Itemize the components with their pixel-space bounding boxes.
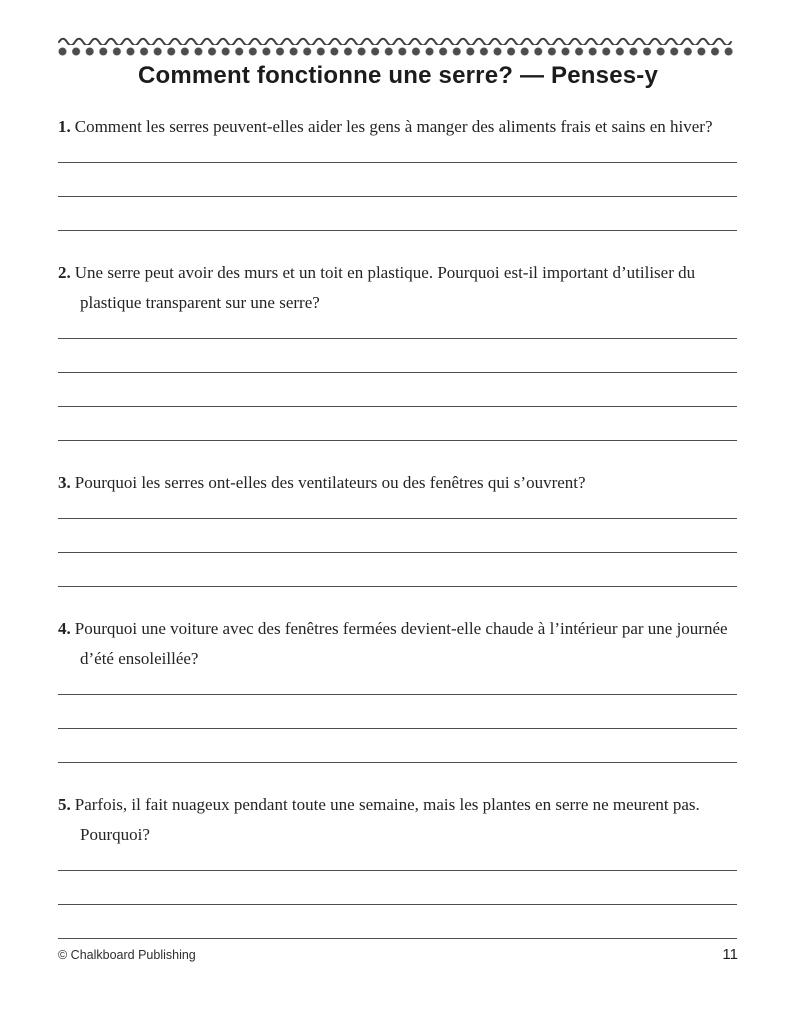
answer-line[interactable] — [58, 871, 737, 905]
wave-line-icon — [58, 34, 738, 45]
question-block-2 — [58, 258, 738, 441]
question-number: 1. — [58, 117, 71, 136]
copyright-text: © Chalkboard Publishing — [58, 948, 196, 962]
dots-row-icon — [58, 47, 738, 56]
question-number: 2. — [58, 263, 71, 282]
question-number: 5. — [58, 795, 71, 814]
answer-line[interactable] — [58, 674, 737, 695]
question-body: Pourquoi les serres ont-elles des ventilateurs ou des fenêtres qui s’ouvrent? — [74, 473, 586, 492]
answer-line[interactable] — [58, 553, 737, 587]
answer-lines — [58, 142, 737, 231]
question-text — [58, 258, 738, 318]
question-body: Comment les serres peuvent-elles aider les gens à manger des aliments frais et sains en hiver? — [74, 117, 713, 136]
answer-line[interactable] — [58, 729, 737, 763]
question-text — [58, 790, 738, 850]
question-text — [58, 614, 738, 674]
answer-line[interactable] — [58, 695, 737, 729]
question-block-3 — [58, 468, 738, 587]
page-number: 11 — [722, 946, 738, 963]
question-body: Une serre peut avoir des murs et un toit en plastique. Pourquoi est-il important d’utiliser du plastique transparent sur une serre? — [74, 263, 696, 312]
question-text — [58, 468, 738, 498]
answer-line[interactable] — [58, 197, 737, 231]
answer-line[interactable] — [58, 498, 737, 519]
answer-lines — [58, 318, 737, 441]
page-footer — [58, 946, 738, 963]
answer-line[interactable] — [58, 163, 737, 197]
answer-lines — [58, 674, 737, 763]
question-body: Pourquoi une voiture avec des fenêtres fermées devient-elle chaude à l’intérieur par une journée d’été ensoleillée? — [74, 619, 728, 668]
answer-line[interactable] — [58, 850, 737, 871]
question-number: 3. — [58, 473, 71, 492]
question-block-4 — [58, 614, 738, 763]
question-block-5 — [58, 790, 738, 939]
answer-line[interactable] — [58, 519, 737, 553]
answer-line[interactable] — [58, 318, 737, 339]
answer-line[interactable] — [58, 339, 737, 373]
answer-line[interactable] — [58, 905, 737, 939]
question-number: 4. — [58, 619, 71, 638]
answer-line[interactable] — [58, 142, 737, 163]
wave-path — [59, 39, 731, 45]
answer-lines — [58, 498, 737, 587]
page-title: Comment fonctionne une serre? — Penses-y — [137, 62, 659, 89]
question-text — [58, 112, 738, 142]
answer-lines — [58, 850, 737, 939]
question-body: Parfois, il fait nuageux pendant toute une semaine, mais les plantes en serre ne meurent pas. Pourquoi? — [74, 795, 700, 844]
answer-line[interactable] — [58, 407, 737, 441]
decorative-border — [58, 34, 738, 56]
answer-line[interactable] — [58, 373, 737, 407]
question-block-1 — [58, 112, 738, 231]
